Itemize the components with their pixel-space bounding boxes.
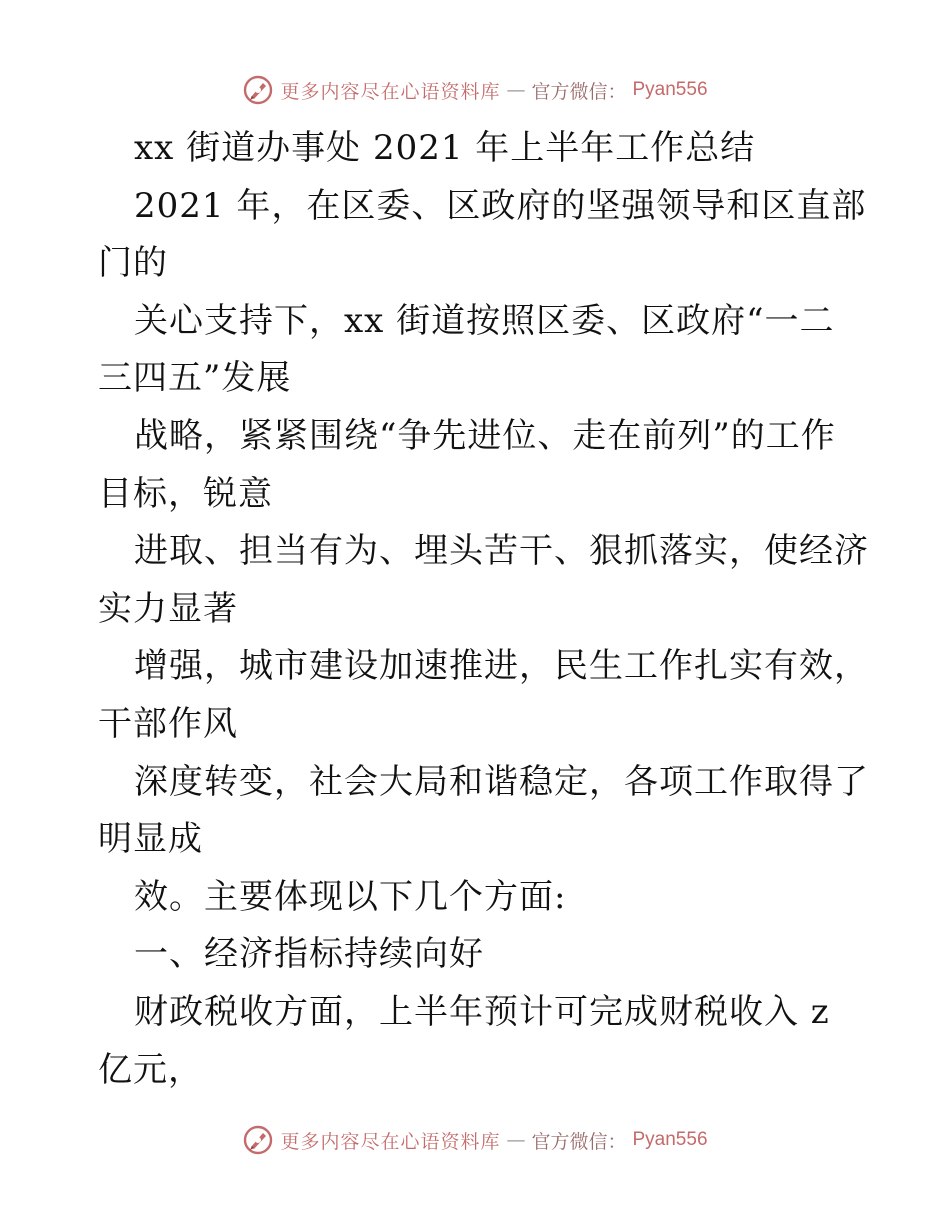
watermark-footer [0, 1122, 950, 1158]
watermark-wechat-label: 官方微信： [531, 1130, 627, 1153]
watermark-separator: — [506, 1129, 526, 1151]
watermark-brand [242, 74, 707, 106]
body-line: 实力显著 [98, 588, 238, 629]
watermark-wechat-id: Pyan556 [632, 79, 708, 100]
watermark-wechat-label: 官方微信： [531, 80, 627, 103]
body-line: 进取、担当有为、埋头苦干、狠抓落实，使经济 [134, 531, 869, 572]
watermark-separator: — [506, 79, 526, 101]
body-line: 目标，锐意 [98, 473, 273, 514]
body-line: 战略，紧紧围绕“争先进位、走在前列”的工作 [134, 415, 836, 456]
quill-pen-logo-icon [242, 74, 274, 106]
watermark-brand-text: 更多内容尽在心语资料库 [280, 1130, 501, 1153]
section-heading: 一、经济指标持续向好 [134, 934, 484, 975]
body-line: 财政税收方面，上半年预计可完成财税收入 z [134, 991, 830, 1032]
body-line: 深度转变，社会大局和谐稳定，各项工作取得了 [134, 761, 869, 802]
body-line: 2021 年，在区委、区政府的坚强领导和区直部 [134, 185, 867, 226]
body-line: 明显成 [98, 819, 203, 860]
body-line: 三四五”发展 [98, 358, 292, 399]
watermark-wechat-id: Pyan556 [632, 1129, 708, 1150]
body-line: 关心支持下，xx 街道按照区委、区政府“一二 [134, 300, 835, 341]
watermark-brand-text: 更多内容尽在心语资料库 [280, 80, 501, 103]
watermark-header [0, 72, 950, 108]
document-body [98, 120, 869, 1099]
watermark-brand [242, 1124, 707, 1156]
body-line: 增强，城市建设加速推进，民生工作扎实有效， [134, 646, 869, 687]
body-line: 门的 [98, 243, 168, 284]
body-line: 干部作风 [98, 703, 238, 744]
document-title: xx 街道办事处 2021 年上半年工作总结 [134, 128, 756, 168]
quill-pen-logo-icon [242, 1124, 274, 1156]
body-line: 亿元， [98, 1049, 203, 1090]
body-line: 效。主要体现以下几个方面: [134, 876, 567, 917]
